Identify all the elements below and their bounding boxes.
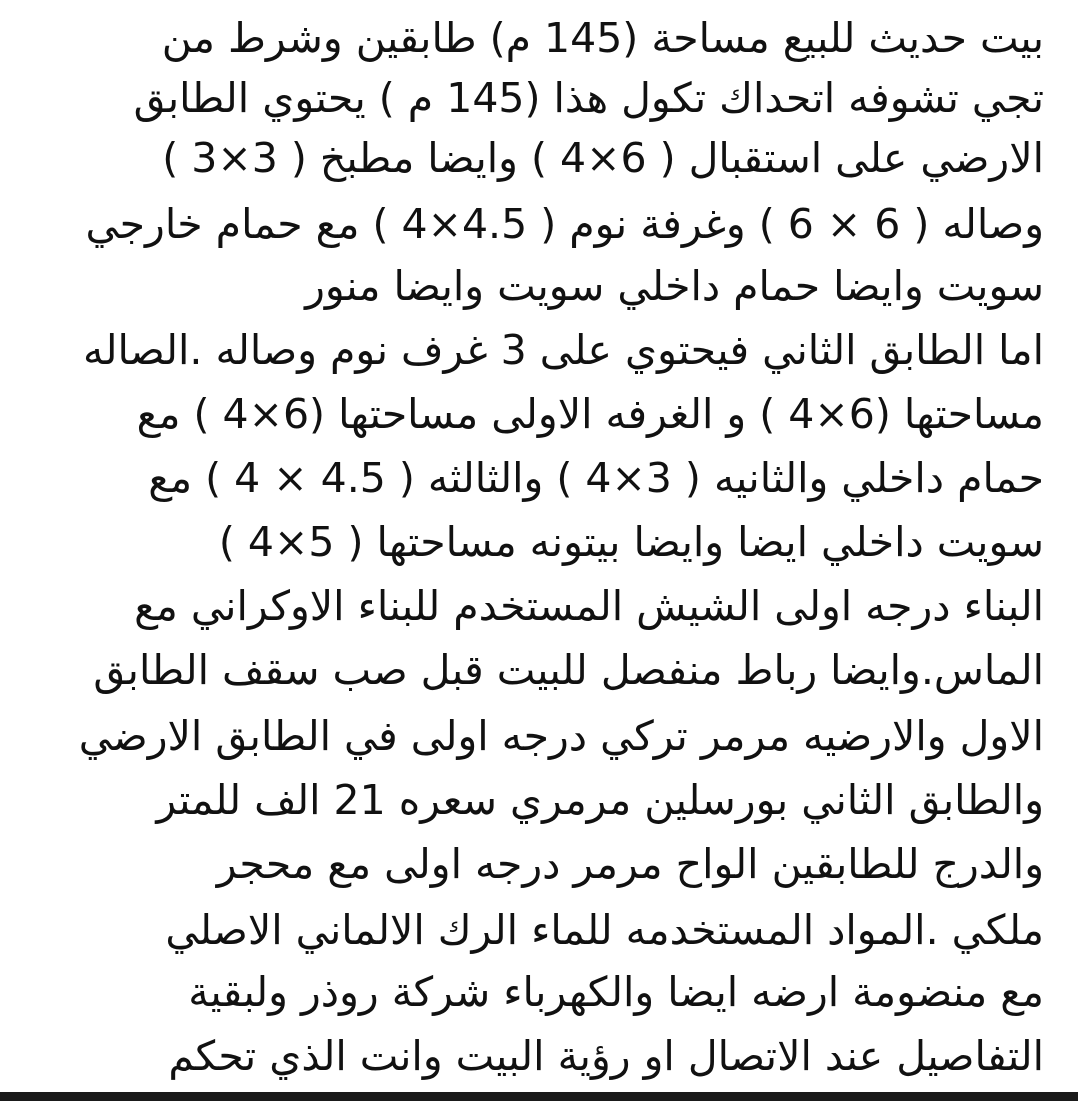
text-line-11: الماس.وايضا رباط منفصل للبيت قبل صب سقف الطابق — [93, 646, 1044, 694]
text-line-12: الاول والارضيه مرمر تركي درجه اولى في الطابق الارضي — [78, 712, 1044, 760]
text-line-9: سويت داخلي ايضا وايضا بيتونه مساحتها ( 5×4 ) — [218, 518, 1044, 566]
text-line-6: اما الطابق الثاني فيحتوي على 3 غرف نوم وصاله .الصاله — [82, 326, 1044, 374]
text-line-2: تجي تشوفه اتحداك تكول هذا (145 م ) يحتوي الطابق — [133, 74, 1044, 122]
text-line-17: التفاصيل عند الاتصال او رؤية البيت وانت الذي تحكم — [168, 1032, 1044, 1080]
text-line-8: حمام داخلي والثانيه ( 3×4 ) والثالثه ( 4.5 × 4 ) مع — [148, 454, 1044, 502]
text-line-10: البناء درجه اولى الشيش المستخدم للبناء الاوكراني مع — [134, 582, 1044, 630]
text-line-1: بيت حديث للبيع مساحة (145 م) طابقين وشرط من — [161, 14, 1044, 62]
bottom-edge-bar — [0, 1092, 1078, 1101]
text-line-16: مع منضومة ارضه ايضا والكهرباء شركة روذر ولبقية — [188, 968, 1044, 1016]
text-line-13: والطابق الثاني بورسلين مرمري سعره 21 الف للمتر — [156, 776, 1044, 824]
text-line-3: الارضي على استقبال ( 6×4 ) وايضا مطبخ ( 3×3 ) — [162, 134, 1044, 182]
text-line-14: والدرج للطابقين الواح مرمر درجه اولى مع محجر — [216, 840, 1044, 888]
text-line-15: ملكي .المواد المستخدمه للماء الرك الالماني الاصلي — [165, 906, 1044, 954]
text-line-7: مساحتها (6×4 ) و الغرفه الاولى مساحتها (6×4 ) مع — [136, 390, 1044, 438]
text-line-5: سويت وايضا حمام داخلي سويت وايضا منور — [305, 262, 1044, 310]
text-line-4: وصاله ( 6 × 6 ) وغرفة نوم ( 4.5×4 ) مع حمام خارجي — [85, 200, 1044, 248]
